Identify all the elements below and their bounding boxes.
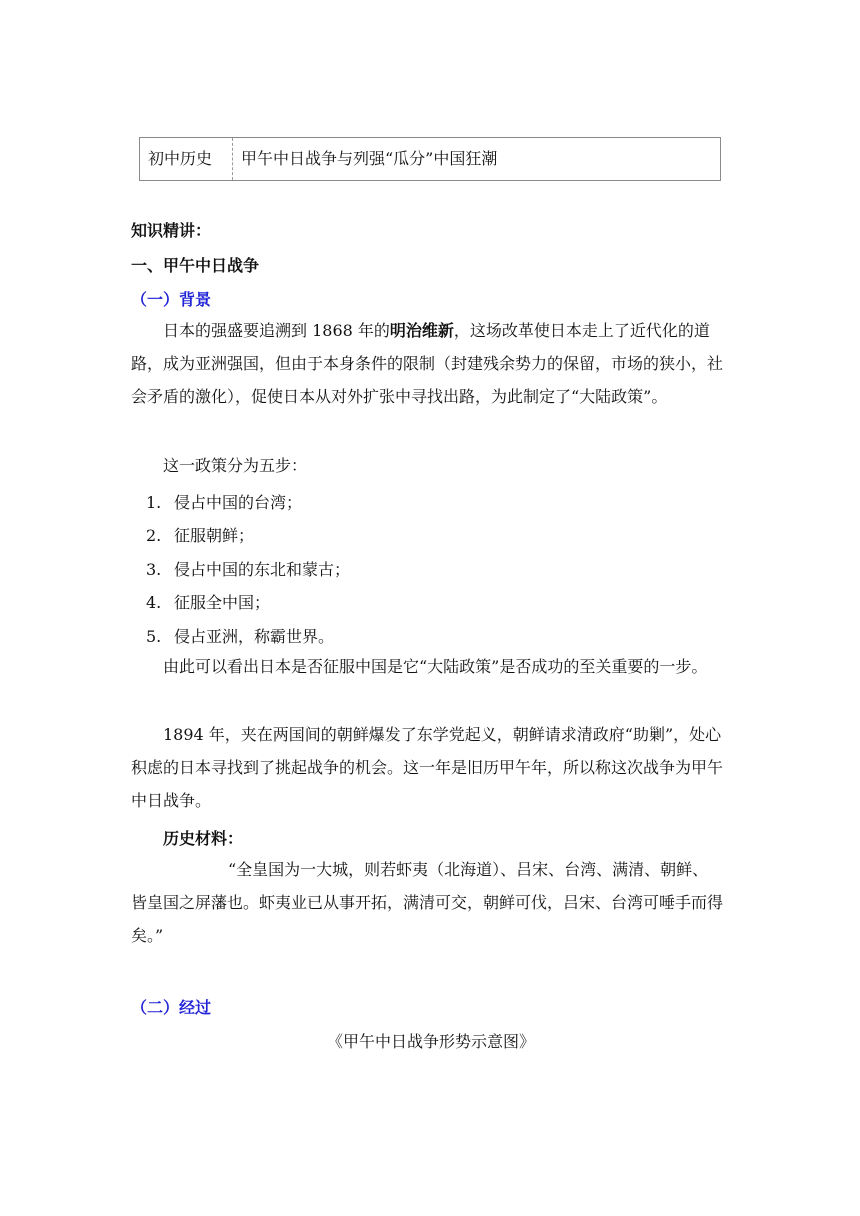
process-heading: （二）经过 xyxy=(131,998,212,1017)
war-origin-paragraph: 1894 年，夹在两国间的朝鲜爆发了东学党起义，朝鲜请求清政府“助剿”，处心积虑的日本寻找到了挑起战争的机会。这一年是旧历甲午年，所以称这次战争为甲午中日战争。 xyxy=(131,725,724,810)
material-label: 历史材料： xyxy=(163,829,244,848)
chapter-title: 一、甲午中日战争 xyxy=(131,256,260,275)
list-item: 3. 侵占中国的东北和蒙古； xyxy=(146,560,351,579)
header-table xyxy=(139,137,721,181)
quote-line-1: “全皇国为一大城，则若虾夷（北海道）、吕宋、台湾、满清、朝鲜、 xyxy=(228,860,709,879)
figure-caption: 《甲午中日战争形势示意图》 xyxy=(326,1032,535,1051)
list-item: 5. 侵占亚洲，称霸世界。 xyxy=(146,627,335,646)
policy-conclusion: 由此可以看出日本是否征服中国是它“大陆政策”是否成功的至关重要的一步。 xyxy=(163,657,708,676)
quote-rest: 皆皇国之屏藩也。虾夷业已从事开拓，满清可交，朝鲜可伐，吕宋、台湾可唾手而得矣。” xyxy=(131,893,724,945)
para1-end: ，这场改革使日本走上了近代化的道路，成为亚洲强国，但由于本身条件的限制（封建残余势力的保留，市场的狭小，社会矛盾的激化），促使日本从对外扩张中寻找出路，为此制定了“大陆政策”。 xyxy=(131,321,724,406)
para1-start: 日本的强盛要追溯到 1868 年的 xyxy=(163,321,390,340)
list-item: 1. 侵占中国的台湾； xyxy=(146,493,303,512)
background-paragraph xyxy=(131,314,731,413)
policy-intro: 这一政策分为五步： xyxy=(163,456,308,475)
list-item: 4. 征服全中国； xyxy=(146,593,271,612)
section-title: 知识精讲： xyxy=(131,221,212,240)
subject-cell: 初中历史 xyxy=(140,138,233,180)
background-heading: （一）背景 xyxy=(131,290,212,309)
list-item: 2. 征服朝鲜； xyxy=(146,526,255,545)
topic-cell: 甲午中日战争与列强“瓜分”中国狂潮 xyxy=(241,149,498,168)
historical-quote xyxy=(131,853,731,952)
meiji-restoration: 明治维新 xyxy=(389,321,454,340)
